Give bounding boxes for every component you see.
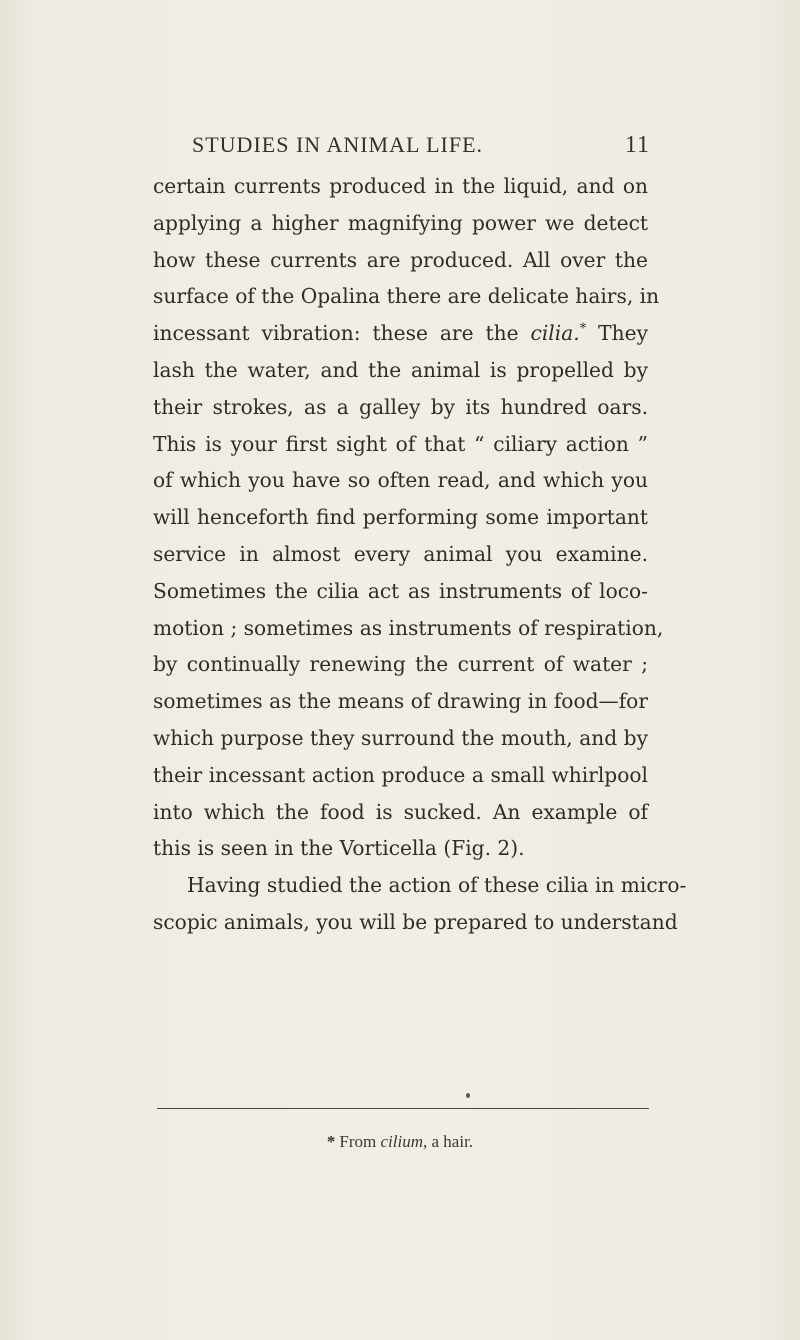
text-run: They xyxy=(586,321,648,346)
text-line xyxy=(153,315,648,352)
text-line: this is seen in the Vorticella (Fig. 2). xyxy=(153,836,525,861)
text-line: Sometimes the cilia act as instruments of loco- xyxy=(153,578,648,603)
footnote xyxy=(0,1132,800,1152)
text-line: by continually renewing the current of water ; xyxy=(153,652,648,677)
text-line: scopic animals, you will be prepared to understand xyxy=(153,909,678,934)
running-header xyxy=(192,132,650,162)
footnote-prefix: From xyxy=(339,1132,381,1151)
footnote-term: cilium xyxy=(380,1132,424,1151)
body-text xyxy=(153,168,687,941)
text-line: will henceforth find performing some important xyxy=(153,505,648,530)
text-line: certain currents produced in the liquid, and on xyxy=(153,174,648,198)
running-title: STUDIES IN ANIMAL LIFE. xyxy=(192,132,484,157)
footnote-suffix: , a hair. xyxy=(423,1132,474,1151)
text-line: This is your first sight of that “ ciliary action ” xyxy=(153,431,648,456)
text-line: their strokes, as a galley by its hundred oars. xyxy=(153,394,648,419)
text-line: applying a higher magnifying power we detect xyxy=(153,210,648,235)
footnote-marker: * xyxy=(326,1132,336,1151)
text-line: sometimes as the means of drawing in food—for xyxy=(153,689,648,714)
text-line: Having studied the action of these cilia in micro- xyxy=(187,873,687,898)
text-line: surface of the Opalina there are delicate hairs, in xyxy=(153,284,660,309)
footnote-rule xyxy=(157,1108,649,1109)
page-number: 11 xyxy=(624,132,650,158)
text-line: lash the water, and the animal is propelled by xyxy=(153,357,648,382)
text-run: incessant vibration: these are the xyxy=(153,321,531,346)
text-line: of which you have so often read, and which you xyxy=(153,468,648,493)
text-line: which purpose they surround the mouth, and by xyxy=(153,725,648,750)
text-line: how these currents are produced. All over the xyxy=(153,247,648,272)
rule-ornament xyxy=(466,1093,470,1098)
text-line: their incessant action produce a small whirlpool xyxy=(153,762,648,787)
footnote-reference: * xyxy=(579,321,587,337)
text-line: into which the food is sucked. An example of xyxy=(153,799,648,824)
text-line: motion ; sometimes as instruments of respiration, xyxy=(153,615,664,640)
text-line: service in almost every animal you examine. xyxy=(153,541,648,566)
cilia-term: cilia. xyxy=(530,321,580,346)
